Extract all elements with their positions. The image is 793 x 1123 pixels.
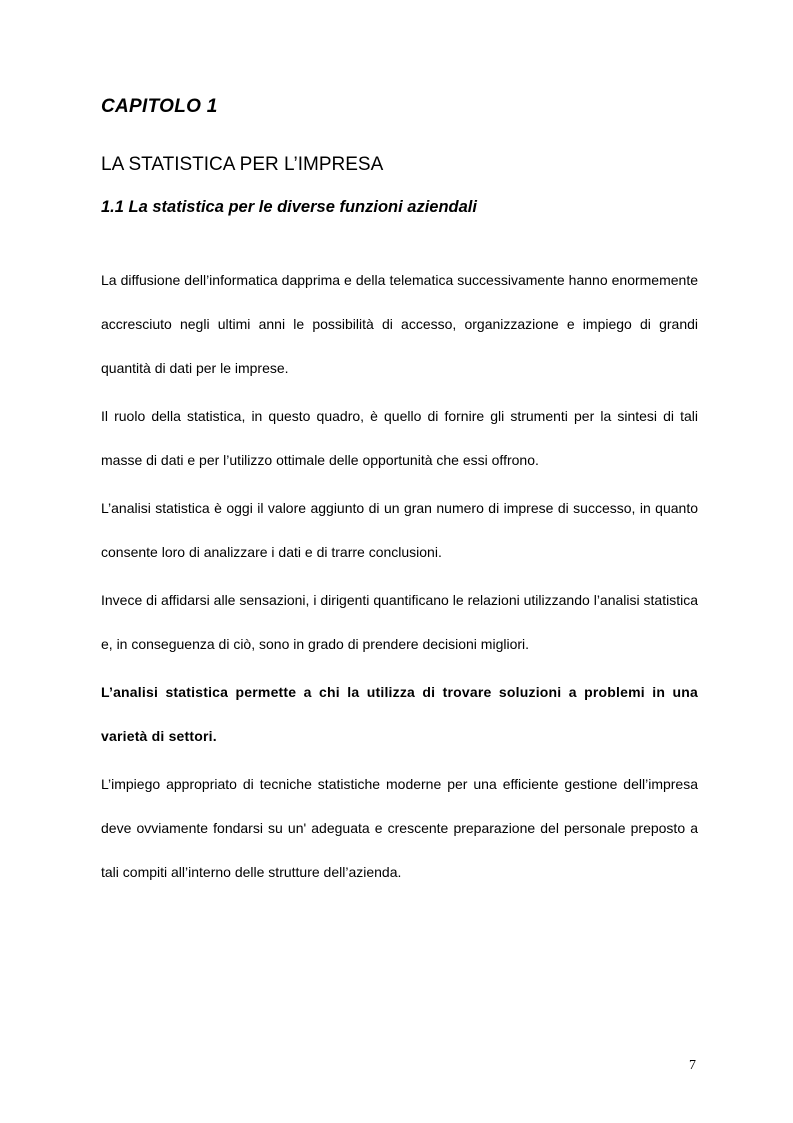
section-title: 1.1 La statistica per le diverse funzioni aziendali <box>101 198 477 216</box>
paragraph-dirigenti: Invece di affidarsi alle sensazioni, i dirigenti quantificano le relazioni utilizzando l’analisi statistica e, in conseguenza di ciò, sono in grado di prendere decisioni migliori. <box>101 592 698 652</box>
chapter-title: LA STATISTICA PER L’IMPRESA <box>101 154 384 175</box>
page-number: 7 <box>689 1058 696 1073</box>
paragraph-informatica: La diffusione dell’informatica dapprima e della telematica successivamente hanno enormemente accresciuto negli ultimi anni le possibilità di accesso, organizzazione e impiego di grandi quantità di dati per le imprese. <box>101 272 698 376</box>
chapter-label: CAPITOLO 1 <box>101 96 218 117</box>
paragraph-highlight: L’analisi statistica permette a chi la utilizza di trovare soluzioni a problemi in una varietà di settori. <box>101 684 698 744</box>
paragraph-valore-aggiunto: L’analisi statistica è oggi il valore aggiunto di un gran numero di imprese di successo, in quanto consente loro di analizzare i dati e di trarre conclusioni. <box>101 500 698 560</box>
paragraph-ruolo-statistica: Il ruolo della statistica, in questo quadro, è quello di fornire gli strumenti per la sintesi di tali masse di dati e per l’utilizzo ottimale delle opportunità che essi offrono. <box>101 408 698 468</box>
paragraph-personale: L’impiego appropriato di tecniche statistiche moderne per una efficiente gestione dell’impresa deve ovviamente fondarsi su un' adeguata e crescente preparazione del personale preposto a tali compiti all’interno delle strutture dell’azienda. <box>101 776 698 880</box>
body-text <box>101 258 698 898</box>
